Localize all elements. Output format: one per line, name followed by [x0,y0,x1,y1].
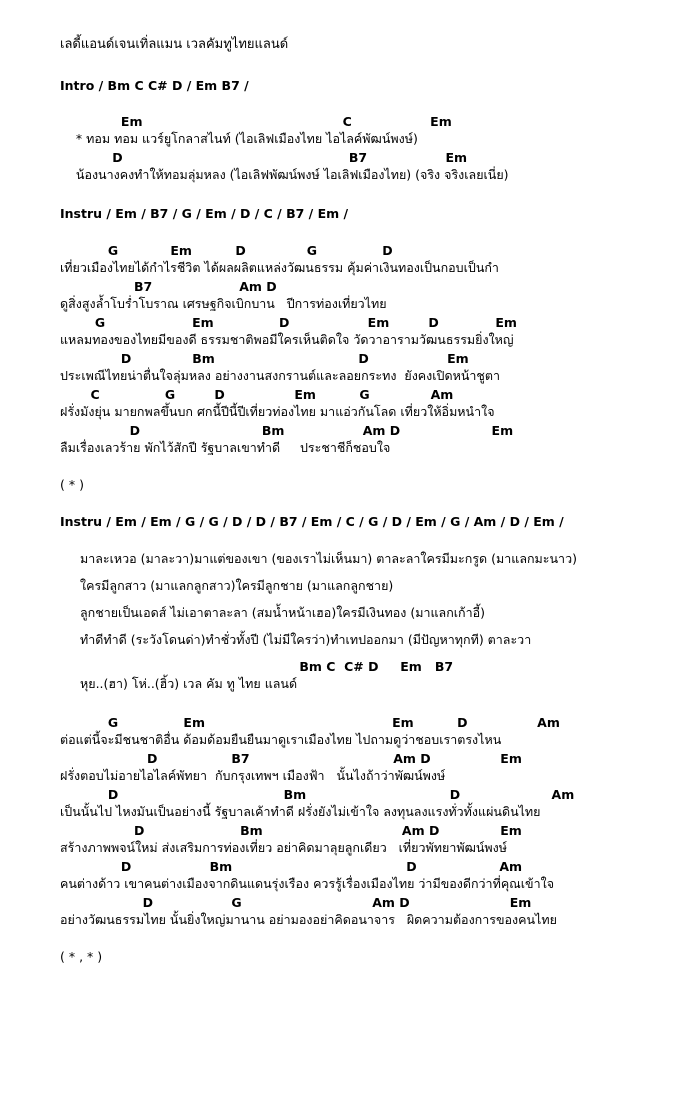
lyric-line: อย่างวัฒนธรรมไทย นั้นยิ่งใหญ่มานาน อย่ามองอย่าคิดอนาจาร ผิดความต้องการของคนไทย [60,912,557,928]
chord-line: D B7 Am D Em [60,751,522,767]
end-repeat-marker: ( * , * ) [60,949,103,965]
chord-line: C G D Em G Am [60,387,454,403]
instru-1-chords: / Em / B7 / G / Em / D / C / B7 / Em / [102,206,349,222]
lyric-line: ฝรั่งตอบไม่อายไอไลค์พัทยา กับกรุงเทพฯ เมืองฟ้า นั้นไงถ้าว่าพัฒน์พงษ์ [60,768,446,784]
lyric-line: แหลมทองของไทยมีของดี ธรรมชาติพอมีใครเห็นติดใจ วัดวาอารามวัฒนธรรมยิ่งใหญ่ [60,332,514,348]
verse-4 [60,715,664,931]
chord-line: D Bm Am D Em [60,423,514,439]
lyric-line: ประเพณีไทยน่าตื่นใจลุ่มหลง อย่างงานสงกรานต์และลอยกระทง ยังคงเปิดหน้าชูตา [60,368,501,384]
lyric-line: เป็นนั้นไป ไหงมันเป็นอย่างนี้ รัฐบาลเค้าทำดี ฝรั่งยังไม่เข้าใจ ลงทุนลงแรงทั่วทั้งแผ่นดินไทย [60,804,541,820]
lyric-line: ลูกชายเป็นเอดส์ ไม่เอาตาละลา (สมน้ำหน้าเฮอ)ใครมีเงินทอง (มาแลกเก้าอี้) [80,605,486,621]
lyric-line: * ทอม ทอม แวร์ยูโกลาสไนท์ (ไอเลิฟเมืองไทย ไอไลค์พัฒน์พงษ์) [60,131,418,147]
instru-1-label: Instru [60,206,103,222]
chord-line: D G Am D Em [60,895,532,911]
intro-chords: / Bm C C# D / Em B7 / [94,77,249,93]
lyric-line: น้องนางคงทำให้ทอมลุ่มหลง (ไอเลิฟพัฒน์พงษ์ ไอเลิฟเมืองไทย) (จริง จริงเลยเนี่ย) [60,167,509,183]
chorus-repeat-marker: ( * ) [60,477,84,493]
lyric-line: สร้างภาพพจน์ใหม่ ส่งเสริมการท่องเที่ยว อย่าคิดมาลุยลูกเดียว เที่ยวพัทยาพัฒน์พงษ์ [60,840,507,856]
chord-line: D Bm D Am [60,859,523,875]
lyric-line: ลืมเรื่องเลวร้าย พักไว้สักปี รัฐบาลเขาทำดี ประชาชีก็ชอบใจ [60,440,391,456]
instru-section-2 [60,514,664,531]
lyric-line: ใครมีลูกสาว (มาแลกลูกสาว)ใครมีลูกชาย (มาแลกลูกชาย) [80,578,394,594]
chord-line: D Bm Am D Em [60,823,522,839]
lyric-line: หุย..(ฮา) โห่..(ฮิ้ว) เวล คัม ทู ไทย แลนด์ [80,676,298,692]
verse-3 [60,551,664,695]
lyric-line: ฝรั่งมังยุ่น มายกพลขึ้นบก ศกนี้ปีนี้ปีเที่ยวท่องไทย มาแอ่วกันโลด เที่ยวให้อิ่มหนำใจ [60,404,495,420]
verse-2 [60,243,664,459]
chord-line: Bm C C# D Em B7 [60,659,454,675]
lyric-line: เที่ยวเมืองไทยได้กำไรชีวิต ได้ผลผลิตแหล่งวัฒนธรรม คุ้มค่าเงินทองเป็นกอบเป็นกำ [60,260,499,276]
lyric-line: ดูสิ่งสูงล้ำโบร่ำโบราณ เศรษฐกิจเบิกบาน ปีการท่องเที่ยวไทย [60,296,387,312]
lyric-line: ทำดีทำดี (ระวังโดนด่า)ทำชั่วทั้งปี (ไม่มีใครว่า)ทำเทปออกมา (มีปัญหาทุกที) ตาละวา [80,632,532,648]
intro-section [60,78,664,95]
chord-line: G Em Em D Am [60,715,560,731]
verse-1 [60,114,664,186]
chord-line: Em C Em [60,114,452,130]
lyric-line: คนต่างด้าว เขาคนต่างเมืองจากดินแดนรุ่งเรือง ควรรู้เรื่องเมืองไทย ว่ามีของดีกว่าที่คุณเข้าใจ [60,876,555,892]
page-title: เลดี้แอนด์เจนเทิ่ลแมน เวลคัมทูไทยแลนด์ [60,37,289,52]
lyric-line: มาละเหวอ (มาละวา)มาแต่ของเขา (ของเราไม่เห็นมา) ตาละลาใครมีมะกรูด (มาแลกมะนาว) [80,551,577,567]
instru-2-label: Instru [60,514,103,530]
chord-line: D Bm D Am [60,787,575,803]
chord-line: G Em D Em D Em [60,315,517,331]
chord-line: G Em D G D [60,243,393,259]
instru-2-chords: / Em / Em / G / G / D / D / B7 / Em / C / G / D / Em / G / Am / D / Em / [102,514,564,530]
intro-label: Intro [60,77,95,93]
lyric-line: ต่อแต่นี้จะมีชนชาติอื่น ด้อมด้อมยืนยืนมาดูเราเมืองไทย ไปถามดูว่าชอบเราตรงไหน [60,732,502,748]
chord-line: D Bm D Em [60,351,469,367]
instru-section-1 [60,206,664,223]
chord-line: D B7 Em [60,150,468,166]
chord-line: B7 Am D [60,279,277,295]
